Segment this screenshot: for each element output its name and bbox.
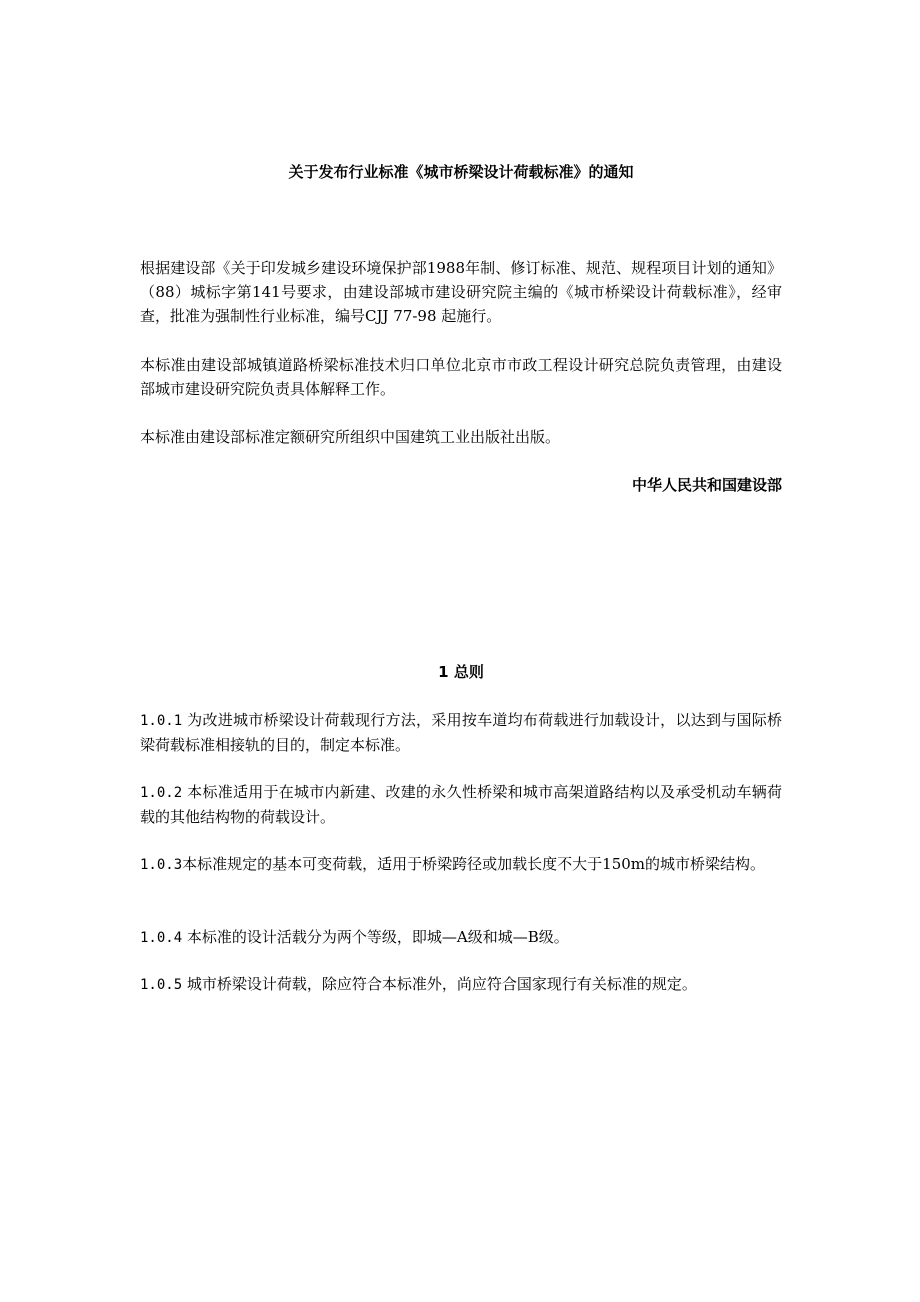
clause-text: 本标准适用于在城市内新建、改建的永久性桥梁和城市高架道路结构以及承受机动车辆荷载的其他结构物的荷载设计。 bbox=[140, 783, 782, 826]
clause-number: 1.0.4 bbox=[140, 930, 183, 946]
chapter-heading: 1 总则 bbox=[438, 663, 484, 681]
clause-text: 本标准规定的基本可变荷载，适用于桥梁跨径或加载长度不大于150m的城市桥梁结构。 bbox=[182, 855, 766, 873]
clause-number: 1.0.1 bbox=[140, 713, 183, 729]
issuer-signature: 中华人民共和国建设部 bbox=[631, 476, 782, 494]
clause-1-0-2 bbox=[140, 780, 782, 829]
clause-1-0-4 bbox=[140, 925, 782, 950]
notice-paragraph: 本标准由建设部城镇道路桥梁标准技术归口单位北京市市政工程设计研究总院负责管理，由建设部城市建设研究院负责具体解释工作。 bbox=[140, 356, 782, 398]
clause-text: 为改进城市桥梁设计荷载现行方法，采用按车道均布荷载进行加载设计，以达到与国际桥梁荷载标准相接轨的目的，制定本标准。 bbox=[140, 711, 782, 754]
clause-number: 1.0.2 bbox=[140, 785, 183, 801]
clause-text: 城市桥梁设计荷载，除应符合本标准外，尚应符合国家现行有关标准的规定。 bbox=[182, 975, 697, 993]
clause-1-0-1 bbox=[140, 708, 782, 757]
clause-1-0-3 bbox=[140, 852, 782, 877]
clause-number: 1.0.3 bbox=[140, 857, 183, 873]
clause-1-0-5 bbox=[140, 972, 782, 997]
clause-number: 1.0.5 bbox=[140, 977, 183, 993]
clause-text: 本标准的设计活载分为两个等级，即城—A级和城—B级。 bbox=[182, 928, 569, 946]
notice-paragraph: 根据建设部《关于印发城乡建设环境保护部1988年制、修订标准、规范、规程项目计划的通知》（88）城标字第141号要求，由建设部城市建设研究院主编的《城市桥梁设计荷载标准》，经审查，批准为强制性行业标准，编号CJJ 77-98 起施行。 bbox=[140, 259, 782, 325]
notice-title: 关于发布行业标准《城市桥梁设计荷载标准》的通知 bbox=[288, 163, 634, 181]
notice-paragraph: 本标准由建设部标准定额研究所组织中国建筑工业出版社出版。 bbox=[140, 428, 561, 446]
